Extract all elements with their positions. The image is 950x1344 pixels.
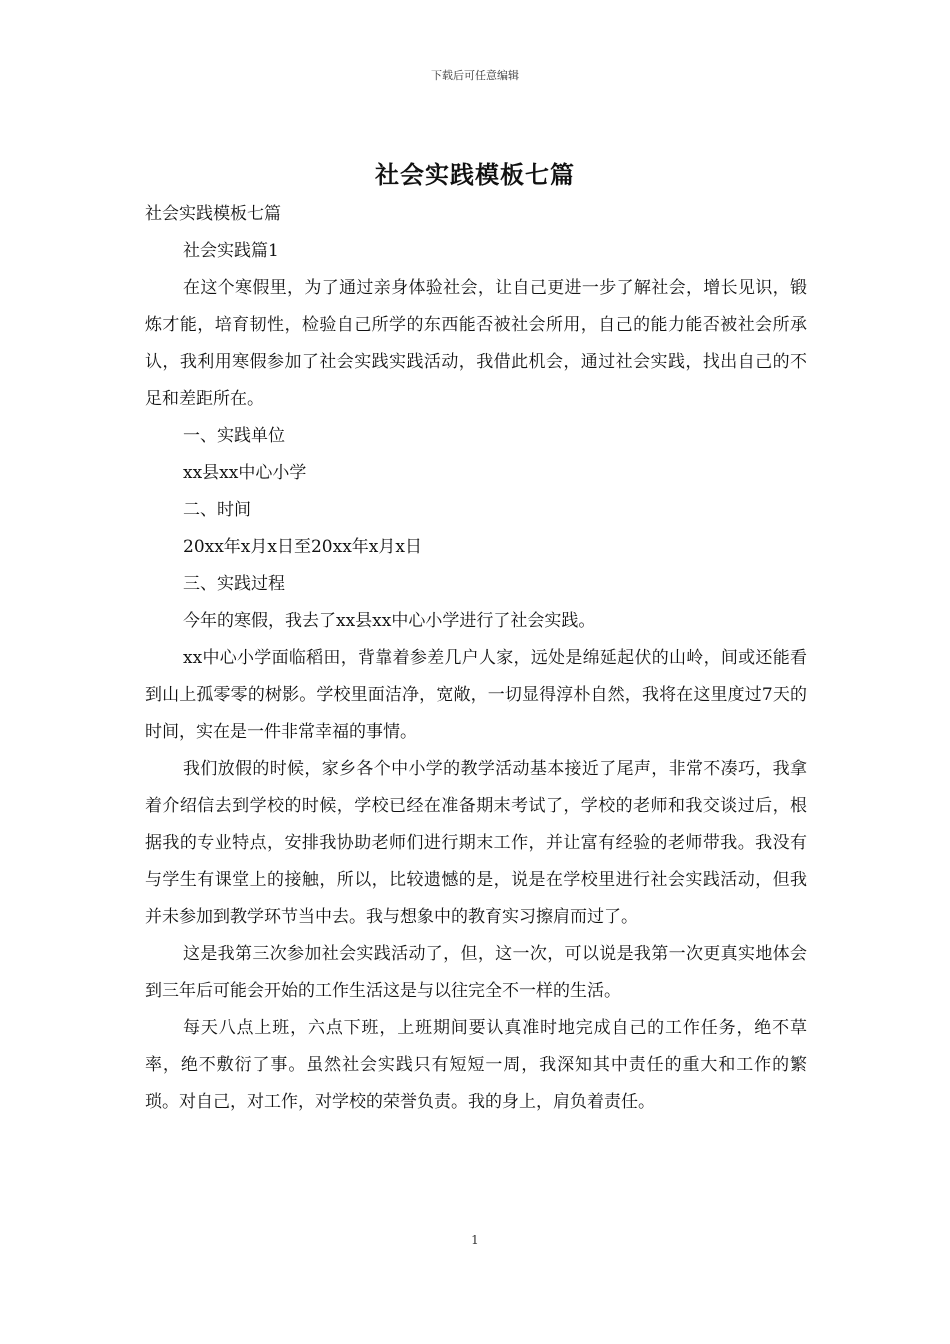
paragraph: 今年的寒假，我去了xx县xx中心小学进行了社会实践。 [183,611,596,631]
document-body [145,196,807,1121]
paragraph: 每天八点上班，六点下班，上班期间要认真准时地完成自己的工作任务，绝不草率，绝不敷衍了事。虽然社会实践只有短短一周，我深知其中责任的重大和工作的繁琐。对自己，对工作，对学校的荣誉负责。我的身上，肩负着责任。 [145,1018,807,1112]
paragraph: xx县xx中心小学 [183,463,307,483]
document-title: 社会实践模板七篇 [375,160,575,189]
paragraph: xx中心小学面临稻田，背靠着参差几户人家，远处是绵延起伏的山岭，间或还能看到山上孤零零的树影。学校里面洁净，宽敞，一切显得淳朴自然，我将在这里度过7天的时间，实在是一件非常幸福的事情。 [145,648,807,742]
paragraph: 三、实践过程 [183,574,285,594]
paragraph: 二、时间 [183,500,251,520]
paragraph: 这是我第三次参加社会实践活动了，但，这一次，可以说是我第一次更真实地体会到三年后可能会开始的工作生活这是与以往完全不一样的生活。 [145,944,807,1001]
paragraph: 一、实践单位 [183,426,285,446]
section-heading: 社会实践篇1 [183,241,279,261]
document-subtitle: 社会实践模板七篇 [145,204,281,224]
paragraph: 20xx年x月x日至20xx年x月x日 [183,537,422,557]
paragraph: 我们放假的时候，家乡各个中小学的教学活动基本接近了尾声，非常不凑巧，我拿着介绍信去到学校的时候，学校已经在准备期末考试了，学校的老师和我交谈过后，根据我的专业特点，安排我协助老师们进行期末工作，并让富有经验的老师带我。我没有与学生有课堂上的接触，所以，比较遗憾的是，说是在学校里进行社会实践活动，但我并未参加到教学环节当中去。我与想象中的教育实习擦肩而过了。 [145,759,807,927]
page-number: 1 [471,1233,479,1247]
header-note: 下载后可任意编辑 [431,69,519,82]
paragraph: 在这个寒假里，为了通过亲身体验社会，让自己更进一步了解社会，增长见识，锻炼才能，培育韧性，检验自己所学的东西能否被社会所用，自己的能力能否被社会所承认，我利用寒假参加了社会实践实践活动，我借此机会，通过社会实践，找出自己的不足和差距所在。 [145,278,807,409]
